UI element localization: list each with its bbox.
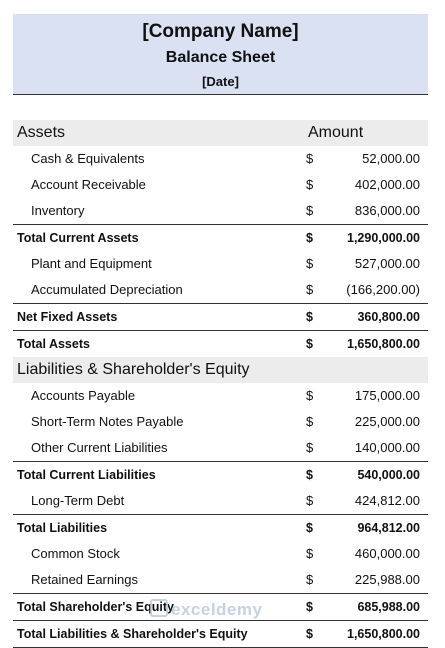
table-row	[13, 435, 428, 461]
liabilities-heading: Liabilities & Shareholder's Equity	[17, 361, 250, 378]
currency-symbol: $	[306, 177, 314, 192]
currency-symbol: $	[306, 231, 313, 245]
sheet-title: Balance Sheet	[165, 49, 276, 66]
row-label: Total Liabilities	[17, 521, 108, 535]
currency-symbol: $	[306, 388, 314, 403]
row-amount: 1,650,800.00	[347, 337, 420, 351]
row-label: Total Current Liabilities	[17, 468, 156, 482]
table-row	[13, 383, 428, 409]
row-amount: 225,000.00	[354, 414, 420, 429]
row-label: Total Liabilities & Shareholder's Equity	[17, 627, 248, 641]
table-row	[13, 172, 428, 198]
currency-symbol: $	[306, 414, 314, 429]
row-amount: 1,650,800.00	[347, 627, 420, 641]
row-label: Total Shareholder's Equity	[17, 600, 174, 614]
row-label: Plant and Equipment	[31, 256, 152, 271]
table-row	[13, 567, 428, 593]
total-row	[13, 224, 428, 251]
currency-symbol: $	[306, 546, 314, 561]
assets-section-header	[13, 120, 428, 146]
row-amount: 685,988.00	[357, 600, 420, 614]
currency-symbol: $	[306, 572, 314, 587]
row-label: Account Receivable	[31, 177, 146, 192]
total-row	[13, 514, 428, 541]
row-label: Accounts Payable	[31, 388, 136, 403]
currency-symbol: $	[306, 627, 313, 641]
currency-symbol: $	[306, 440, 314, 455]
row-amount: 225,988.00	[354, 572, 420, 587]
currency-symbol: $	[306, 468, 313, 482]
currency-symbol: $	[306, 310, 313, 324]
currency-symbol: $	[306, 256, 314, 271]
row-label: Other Current Liabilities	[31, 440, 168, 455]
row-amount: (166,200.00)	[346, 282, 420, 297]
currency-symbol: $	[306, 600, 313, 614]
table-row	[13, 251, 428, 277]
assets-heading: Assets	[17, 124, 66, 141]
table-row	[13, 409, 428, 435]
total-row	[13, 461, 428, 488]
row-amount: 460,000.00	[354, 546, 420, 561]
total-row	[13, 330, 428, 357]
total-row	[13, 303, 428, 330]
row-amount: 527,000.00	[354, 256, 420, 271]
row-amount: 540,000.00	[357, 468, 420, 482]
currency-symbol: $	[306, 282, 314, 297]
row-label: Total Current Assets	[17, 231, 139, 245]
company-name: [Company Name]	[142, 21, 299, 42]
row-amount: 140,000.00	[354, 440, 420, 455]
table-row	[13, 146, 428, 172]
balance-sheet-table	[13, 120, 428, 648]
row-amount: 52,000.00	[362, 151, 420, 166]
balance-sheet-header	[13, 14, 428, 95]
table-row	[13, 277, 428, 303]
watermark-logo-icon	[150, 599, 168, 617]
row-amount: 424,812.00	[354, 493, 420, 508]
row-label: Total Assets	[17, 337, 90, 351]
table-row	[13, 541, 428, 567]
watermark	[150, 599, 262, 620]
sheet-date: [Date]	[202, 74, 239, 89]
grand-total-row	[13, 620, 428, 648]
row-amount: 964,812.00	[357, 521, 420, 535]
row-amount: 360,800.00	[357, 310, 420, 324]
watermark-text: exceldemy	[171, 600, 263, 619]
row-amount: 402,000.00	[354, 177, 420, 192]
amount-heading: Amount	[308, 124, 364, 141]
currency-symbol: $	[306, 151, 314, 166]
row-amount: 836,000.00	[354, 203, 420, 218]
currency-symbol: $	[306, 337, 313, 351]
row-label: Retained Earnings	[31, 572, 138, 587]
currency-symbol: $	[306, 493, 314, 508]
row-amount: 175,000.00	[354, 388, 420, 403]
currency-symbol: $	[306, 521, 313, 535]
row-label: Net Fixed Assets	[17, 310, 118, 324]
row-label: Short-Term Notes Payable	[31, 414, 184, 429]
row-label: Inventory	[31, 203, 85, 218]
row-label: Common Stock	[31, 546, 120, 561]
row-label: Long-Term Debt	[31, 493, 125, 508]
liabilities-section-header	[13, 357, 428, 383]
table-row	[13, 198, 428, 224]
row-label: Accumulated Depreciation	[31, 282, 183, 297]
row-label: Cash & Equivalents	[31, 151, 145, 166]
row-amount: 1,290,000.00	[347, 231, 420, 245]
table-row	[13, 488, 428, 514]
currency-symbol: $	[306, 203, 314, 218]
